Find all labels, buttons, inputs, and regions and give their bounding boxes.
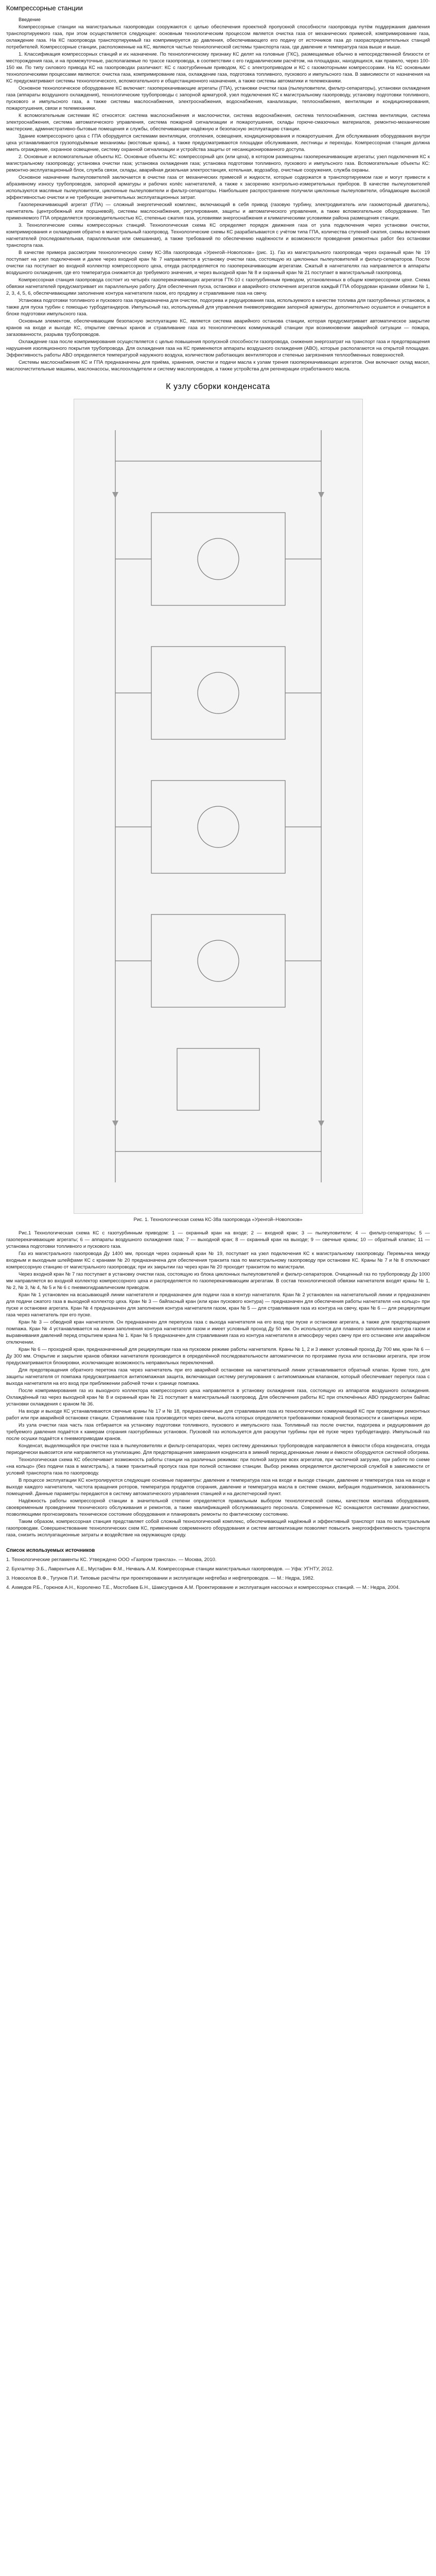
paragraph: 1. Классификация компрессорных станций и их назначение. По технологическому признаку КС делят на головные (ГКС), размещаемые обычно в непосредственной близости от месторождения газа, и на промежуточные, располагаемые по трассе газопровода, в соответствии с его гидравлическим расчётом, на площадках, находящихся, как правило, через 100-150 км. По типу силового привода КС на газопроводах различают: КС с газотурбинным приводом, КС с электроприводом и КС с газомоторными компрессорами. На КС основными технологическими процессами являются: очистка газа, компримирование газа, охлаждение газа, подготовка топливного, пускового и импульсного газа. В зависимости от назначения на КС предусматривают системы технологического, вспомогательного и общестанционного назначения, а также системы автоматики и телемеханики.	[6, 52, 430, 84]
paragraph: 2. Основные и вспомогательные объекты КС. Основные объекты КС: компрессорный цех (или цеха), в котором размещены газоперекачивающие агрегаты; узел подключения КС к магистральному газопроводу; установка очистки газа; установка охлаждения газа; установка подготовки топливного, пускового и импульсного газа. Вспомогательные объекты КС: ремонтно-эксплуатационный блок, служба связи, склады, аварийная дизельная электростанция, котельная, водозабор, очистные сооружения, служба охраны.	[6, 154, 430, 173]
paragraph: Введение	[19, 17, 41, 23]
paragraph: 3. Технологические схемы компрессорных станций. Технологическая схема КС определяет порядок движения газа от узла подключения через установки очистки, компримирования и охлаждения обратно в магистральный газопровод. Технологические схемы КС разрабатываются с учётом типа ГПА, количества ступеней сжатия, схемы включения нагнетателей (последовательная, параллельная или смешанная), а также требований по обеспечению надёжности и возможности проведения ремонтных работ без остановки транспорта газа.	[6, 223, 430, 248]
paragraph: Компрессорная станция газопровода состоит из четырёх газоперекачивающих агрегатов ГТК-10 с газотурбинным приводом, установленных в общем компрессорном цехе. Схема обвязки нагнетателей предусматривает их параллельную работу. Для обеспечения пуска, остановки и аварийного отключения агрегатов каждый ГПА оборудован кранами обвязки № 1, 2, 3, 4, 5, 6, обеспечивающими заполнение контура нагнетателя газом, его продувку и стравливание газа на свечу.	[6, 277, 430, 296]
paragraph: К вспомогательным системам КС относятся: система маслоснабжения и маслоочистки, система водоснабжения, система теплоснабжения, система вентиляции, система электроснабжения, система автоматического управления, система пожарной сигнализации и пожаротушения, склады горюче-смазочных материалов, ремонтно-механические мастерские, административно-бытовые помещения и службы, обеспечивающие надёжную и безопасную эксплуатацию станции.	[6, 113, 430, 132]
paragraph: Для предотвращения обратного перетока газа через нагнетатель при его аварийной остановке на нагнетательной линии устанавливается обратный клапан. Кроме того, для защиты нагнетателя от помпажа предусматривается антипомпажная защита, включающая систему регулирования с антипомпажным клапаном, который обеспечивает перепуск газа с выхода нагнетателя на его вход при приближении рабочей точки к границе помпажа.	[6, 1367, 430, 1386]
paragraph: Через входной кран № 7 газ поступает в установку очистки газа, состоящую из блока циклонных пылеуловителей и фильтр-сепараторов. Очищенный газ по трубопроводу Ду 1000 мм направляется во входной коллектор компрессорного цеха и распределяется по газоперекачивающим агрегатам. В состав технологической обвязки нагнетателя входят краны № 1, № 2, № 3, № 4, № 5 и № 6 с пневмогидравлическим приводом.	[6, 1272, 430, 1291]
paragraph: Установка подготовки топливного и пускового газа предназначена для очистки, подогрева и редуцирования газа, используемого в качестве топлива для газотурбинных установок, а также для пуска турбин с помощью турбодетандеров. Импульсный газ, используемый для управления пневмоприводами запорной арматуры, дополнительно осушается и очищается в блоке подготовки импульсного газа.	[6, 298, 430, 317]
paragraph: После компримирования газ из выходного коллектора компрессорного цеха направляется в установку охлаждения газа, состоящую из аппаратов воздушного охлаждения. Охлаждённый газ через выходной кран № 8 и охранный кран № 21 поступает в магистральный газопровод. Для обеспечения работы КС при отключённых АВО предусмотрен байпас установки охлаждения с краном № 36.	[6, 1388, 430, 1407]
references-list	[6, 1556, 430, 1591]
page-title: Компрессорные станции	[6, 4, 83, 12]
intro-section	[6, 16, 430, 372]
paragraph: Конденсат, выделяющийся при очистке газа в пылеуловителях и фильтр-сепараторах, через систему дренажных трубопроводов направляется в ёмкости сбора конденсата, откуда периодически вывозится или направляется на утилизацию. Для предотвращения замерзания конденсата в зимний период дренажные линии и ёмкости оборудуются системой обогрева.	[6, 1443, 430, 1455]
paragraph: Надёжность работы компрессорной станции в значительной степени определяется правильным выбором технологической схемы, качеством монтажа оборудования, своевременным проведением технического обслуживания и ремонтов, а также квалификацией обслуживающего персонала. Современные КС оснащаются системами диагностики, позволяющими прогнозировать техническое состояние оборудования и планировать ремонты по фактическому состоянию.	[6, 1498, 430, 1517]
references-title: Список используемых источников	[6, 1548, 95, 1553]
paragraph: Основное назначение пылеуловителей заключается в очистке газа от механических примесей и жидкости, которые содержатся в транспортируемом газе и могут привести к абразивному износу трубопроводов, запорной арматуры и рабочих колёс нагнетателей, а также к засорению контрольно-измерительных приборов. В качестве пылеуловителей используются масляные пылеуловители, циклонные пылеуловители и фильтр-сепараторы. Наибольшее распространение получили циклонные пылеуловители, обладающие высокой эффективностью очистки и не требующие значительных эксплуатационных затрат.	[6, 175, 430, 200]
paragraph: Компрессорные станции на магистральных газопроводах сооружаются с целью обеспечения проектной пропускной способности газопровода путём поддержания давления транспортируемого газа, при этом осуществляется следующее: основным технологическим процессом является очистка газа от механических примесей, компримирование газа, охлаждение газа. На КС газопровода транспортируемый газ компримируется до давления, обеспечивающего его подачу от источников газа до газораспределительных станций потребителей. Компрессорные станции, расположенные на КС, являются частью технологической системы транспорта газа, где давление и температура газа выше и выше.	[6, 24, 430, 50]
reference-item: 3. Новоселов В.Ф., Тугунов П.И. Типовые расчёты при проектировании и эксплуатации нефтебаз и нефтепроводов. — М.: Недра, 1982.	[6, 1575, 315, 1581]
paragraph: Рис.1 Технологическая схема КС с газотурбинным приводом: 1 — охранный кран на входе; 2 — входной кран; 3 — пылеуловители; 4 — фильтр-сепараторы; 5 — газоперекачивающие агрегаты; 6 — аппараты воздушного охлаждения газа; 7 — выходной кран; 8 — охранный кран на выходе; 9 — свечные краны; 10 — обратный клапан; 11 — установка подготовки топливного и пускового газа.	[6, 1230, 430, 1249]
reference-item: 2. Бухгалтер Э.Б., Лаврентьев А.Е., Мустафин Ф.М., Нечваль А.М. Компрессорные станции магистральных газопроводов. — Уфа: УГНТУ, 2012.	[6, 1566, 334, 1572]
technological-scheme-figure	[74, 399, 363, 1214]
paragraph: Системы маслоснабжения КС и ГПА предназначены для приёма, хранения, очистки и подачи масла к узлам трения газоперекачивающих агрегатов. Они включают склад масел, маслоочистительные машины, маслонасосы, маслоохладители и систему маслопроводов, а также устройства для регенерации отработанного масла.	[6, 360, 430, 372]
paragraph: Кран № 3 — обводной кран нагнетателя. Он предназначен для перепуска газа с выхода нагнетателя на его вход при пуске и остановке агрегата, а также для предотвращения помпажа. Кран № 4 устанавливается на линии заполнения контура нагнетателя газом и имеет условный проход Ду 50 мм. Он используется для плавного заполнения контура газом и выравнивания давлений перед открытием крана № 1. Кран № 5 предназначен для стравливания газа из контура нагнетателя в атмосферу через свечу при его остановке или аварийном отключении.	[6, 1319, 430, 1345]
paragraph: Газоперекачивающий агрегат (ГПА) — сложный энергетический комплекс, включающий в себя привод (газовую турбину, электродвигатель или газомоторный двигатель), нагнетатель (центробежный или поршневой), системы маслоснабжения, регулирования, защиты и автоматического управления, а также вспомогательное оборудование. Тип применяемого ГПА определяется производительностью КС, степенью сжатия газа, условиями энергоснабжения и климатическими условиями района размещения станции.	[6, 202, 430, 221]
figure-caption: Рис. 1. Технологическая схема КС-38а газопровода «Уренгой–Новопсков»	[133, 1217, 303, 1223]
paragraph: В качестве примера рассмотрим технологическую схему КС-38а газопровода «Уренгой–Новопсков» (рис. 1). Газ из магистрального газопровода через охранный кран № 19 поступает на узел подключения и далее через входной кран № 7 направляется в установку очистки газа, состоящую из циклонных пылеуловителей и фильтр-сепараторов. После очистки газ поступает во входной коллектор компрессорного цеха, откуда распределяется по газоперекачивающим агрегатам. Сжатый в нагнетателях газ направляется в аппараты воздушного охлаждения, где его температура снижается до требуемого значения, и через выходной кран № 8 и охранный кран № 21 поступает в магистральный газопровод.	[6, 250, 430, 276]
paragraph: Таким образом, компрессорная станция представляет собой сложный технологический комплекс, обеспечивающий надёжный и эффективный транспорт газа по магистральным газопроводам. Совершенствование технологических схем КС, применение современного оборудования и систем автоматизации позволяет повысить энергоэффективность транспорта газа, снизить эксплуатационные затраты и воздействие на окружающую среду.	[6, 1519, 430, 1538]
paragraph: В процессе эксплуатации КС контролируются следующие основные параметры: давление и температура газа на входе и выходе станции, давление и температура газа на входе и выходе каждого нагнетателя, частота вращения роторов, температура продуктов сгорания, давление и температура масла в системе смазки, вибрация подшипников, загазованность помещений. Данные параметры передаются в систему автоматического управления станцией и на диспетчерский пункт.	[6, 1478, 430, 1497]
body-section	[6, 1230, 430, 1538]
reference-item: 1. Технологические регламенты КС. Утверждено ООО «Газпром трансгаз». — Москва, 2010.	[6, 1557, 217, 1563]
section-heading: К узлу сборки конденсата	[166, 382, 270, 391]
paragraph: Основное технологическое оборудование КС включает: газоперекачивающие агрегаты (ГПА), установки очистки газа (пылеуловители, фильтр-сепараторы), установки охлаждения газа (аппараты воздушного охлаждения), технологические трубопроводы с запорной арматурой, узел подключения КС к магистральному газопроводу, установку подготовки топливного, пускового и импульсного газа, а также системы маслоснабжения, электроснабжения, водоснабжения, канализации, теплоснабжения, вентиляции и кондиционирования, пожаротушения, связи и телемеханики.	[6, 86, 430, 111]
paragraph: Здание компрессорного цеха с ГПА оборудуется системами вентиляции, отопления, освещения, кондиционирования и пожаротушения. Для обслуживания оборудования внутри цеха устанавливаются грузоподъёмные механизмы (мостовые краны), а также предусматриваются площадки обслуживания, лестницы и переходы. Компрессорная станция должна иметь ограждение, охранное освещение, систему охранной сигнализации и устройства защиты от несанкционированного доступа.	[6, 133, 430, 152]
paragraph: Технологическая схема КС обеспечивает возможность работы станции на различных режимах: при полной загрузке всех агрегатов, при частичной загрузке, при работе по схеме «на кольцо» (без подачи газа в магистраль), а также транзитный пропуск газа при полной остановке станции. Выбор режима определяется диспетчерской службой в зависимости от условий транспорта газа по газопроводу.	[6, 1457, 430, 1476]
paragraph: Кран № 1 установлен на всасывающей линии нагнетателя и предназначен для подачи газа в контур нагнетателя. Кран № 2 установлен на нагнетательной линии и предназначен для подачи сжатого газа в выходной коллектор цеха. Кран № 3 — байпасный кран (или кран пускового контура) — предназначен для обеспечения работы нагнетателя «на кольцо» при пуске и остановке агрегата. Кран № 4 предназначен для заполнения контура нагнетателя газом, кран № 5 — для стравливания газа из контура на свечу, кран № 6 — для рециркуляции газа через нагнетатель при его пуске.	[6, 1292, 430, 1318]
paragraph: Основным элементом, обеспечивающим безопасную эксплуатацию КС, является система аварийного останова станции, которая предусматривает автоматическое закрытие кранов на входе и выходе КС, открытие свечных кранов и стравливание газа из технологических коммуникаций станции при возникновении аварийной ситуации — пожара, загазованности, разрыва трубопроводов.	[6, 318, 430, 337]
paragraph: Охлаждение газа после компримирования осуществляется с целью повышения пропускной способности газопровода, снижения энергозатрат на транспорт газа и предотвращения нарушения изоляционного покрытия трубопровода. Для охлаждения газа на КС применяются аппараты воздушного охлаждения (АВО), которые располагаются на открытой площадке. Эффективность работы АВО определяется температурой наружного воздуха, количеством работающих вентиляторов и степенью загрязнения теплообменных поверхностей.	[6, 339, 430, 358]
paragraph: Кран № 6 — проходной кран, предназначенный для рециркуляции газа на пусковом режиме работы нагнетателя. Краны № 1, 2 и 3 имеют условный проход Ду 700 мм, кран № 6 — Ду 300 мм. Открытие и закрытие кранов обвязки нагнетателя производится в определённой последовательности автоматически по программе пуска или остановки агрегата, при этом предусматриваются блокировки, исключающие возможность неправильных переключений.	[6, 1347, 430, 1366]
paragraph: Из узла очистки газа часть газа отбирается на установку подготовки топливного, пускового и импульсного газа. Топливный газ после очистки, подогрева и редуцирования до требуемого давления подаётся к камерам сгорания газотурбинных установок. Пусковой газ используется для раскрутки турбины при её пуске через турбодетандер. Импульсный газ после осушки подаётся к пневмоприводам кранов.	[6, 1422, 430, 1442]
paragraph: На входе и выходе КС устанавливаются свечные краны № 17 и № 18, предназначенные для стравливания газа из технологических коммуникаций КС при проведении ремонтных работ или при аварийной остановке станции. Стравливание газа производится через свечи, высота которых определяется требованиями пожарной безопасности и санитарных норм.	[6, 1409, 430, 1421]
paragraph: Газ из магистрального газопровода Ду 1400 мм, проходя через охранный кран № 19, поступает на узел подключения КС к магистральному газопроводу. Перемычка между входным и выходным шлейфами КС с кранами № 20 предназначена для обеспечения транзита газа по магистральному газопроводу при остановке КС. Краны № 7 и № 8 отключают компрессорную станцию от магистрального газопровода; при их закрытии газ через кран № 20 проходит транзитом по магистрали.	[6, 1251, 430, 1270]
scheme-diagram	[74, 399, 362, 1213]
reference-item: 4. Ахмедов Р.Б., Горюнов А.Н., Короленко Т.Е., Мостобаев Б.Н., Шамсутдинов А.М. Проектирование и эксплуатация насосных и компрессорных станций. — М.: Недра, 2004.	[6, 1585, 400, 1590]
